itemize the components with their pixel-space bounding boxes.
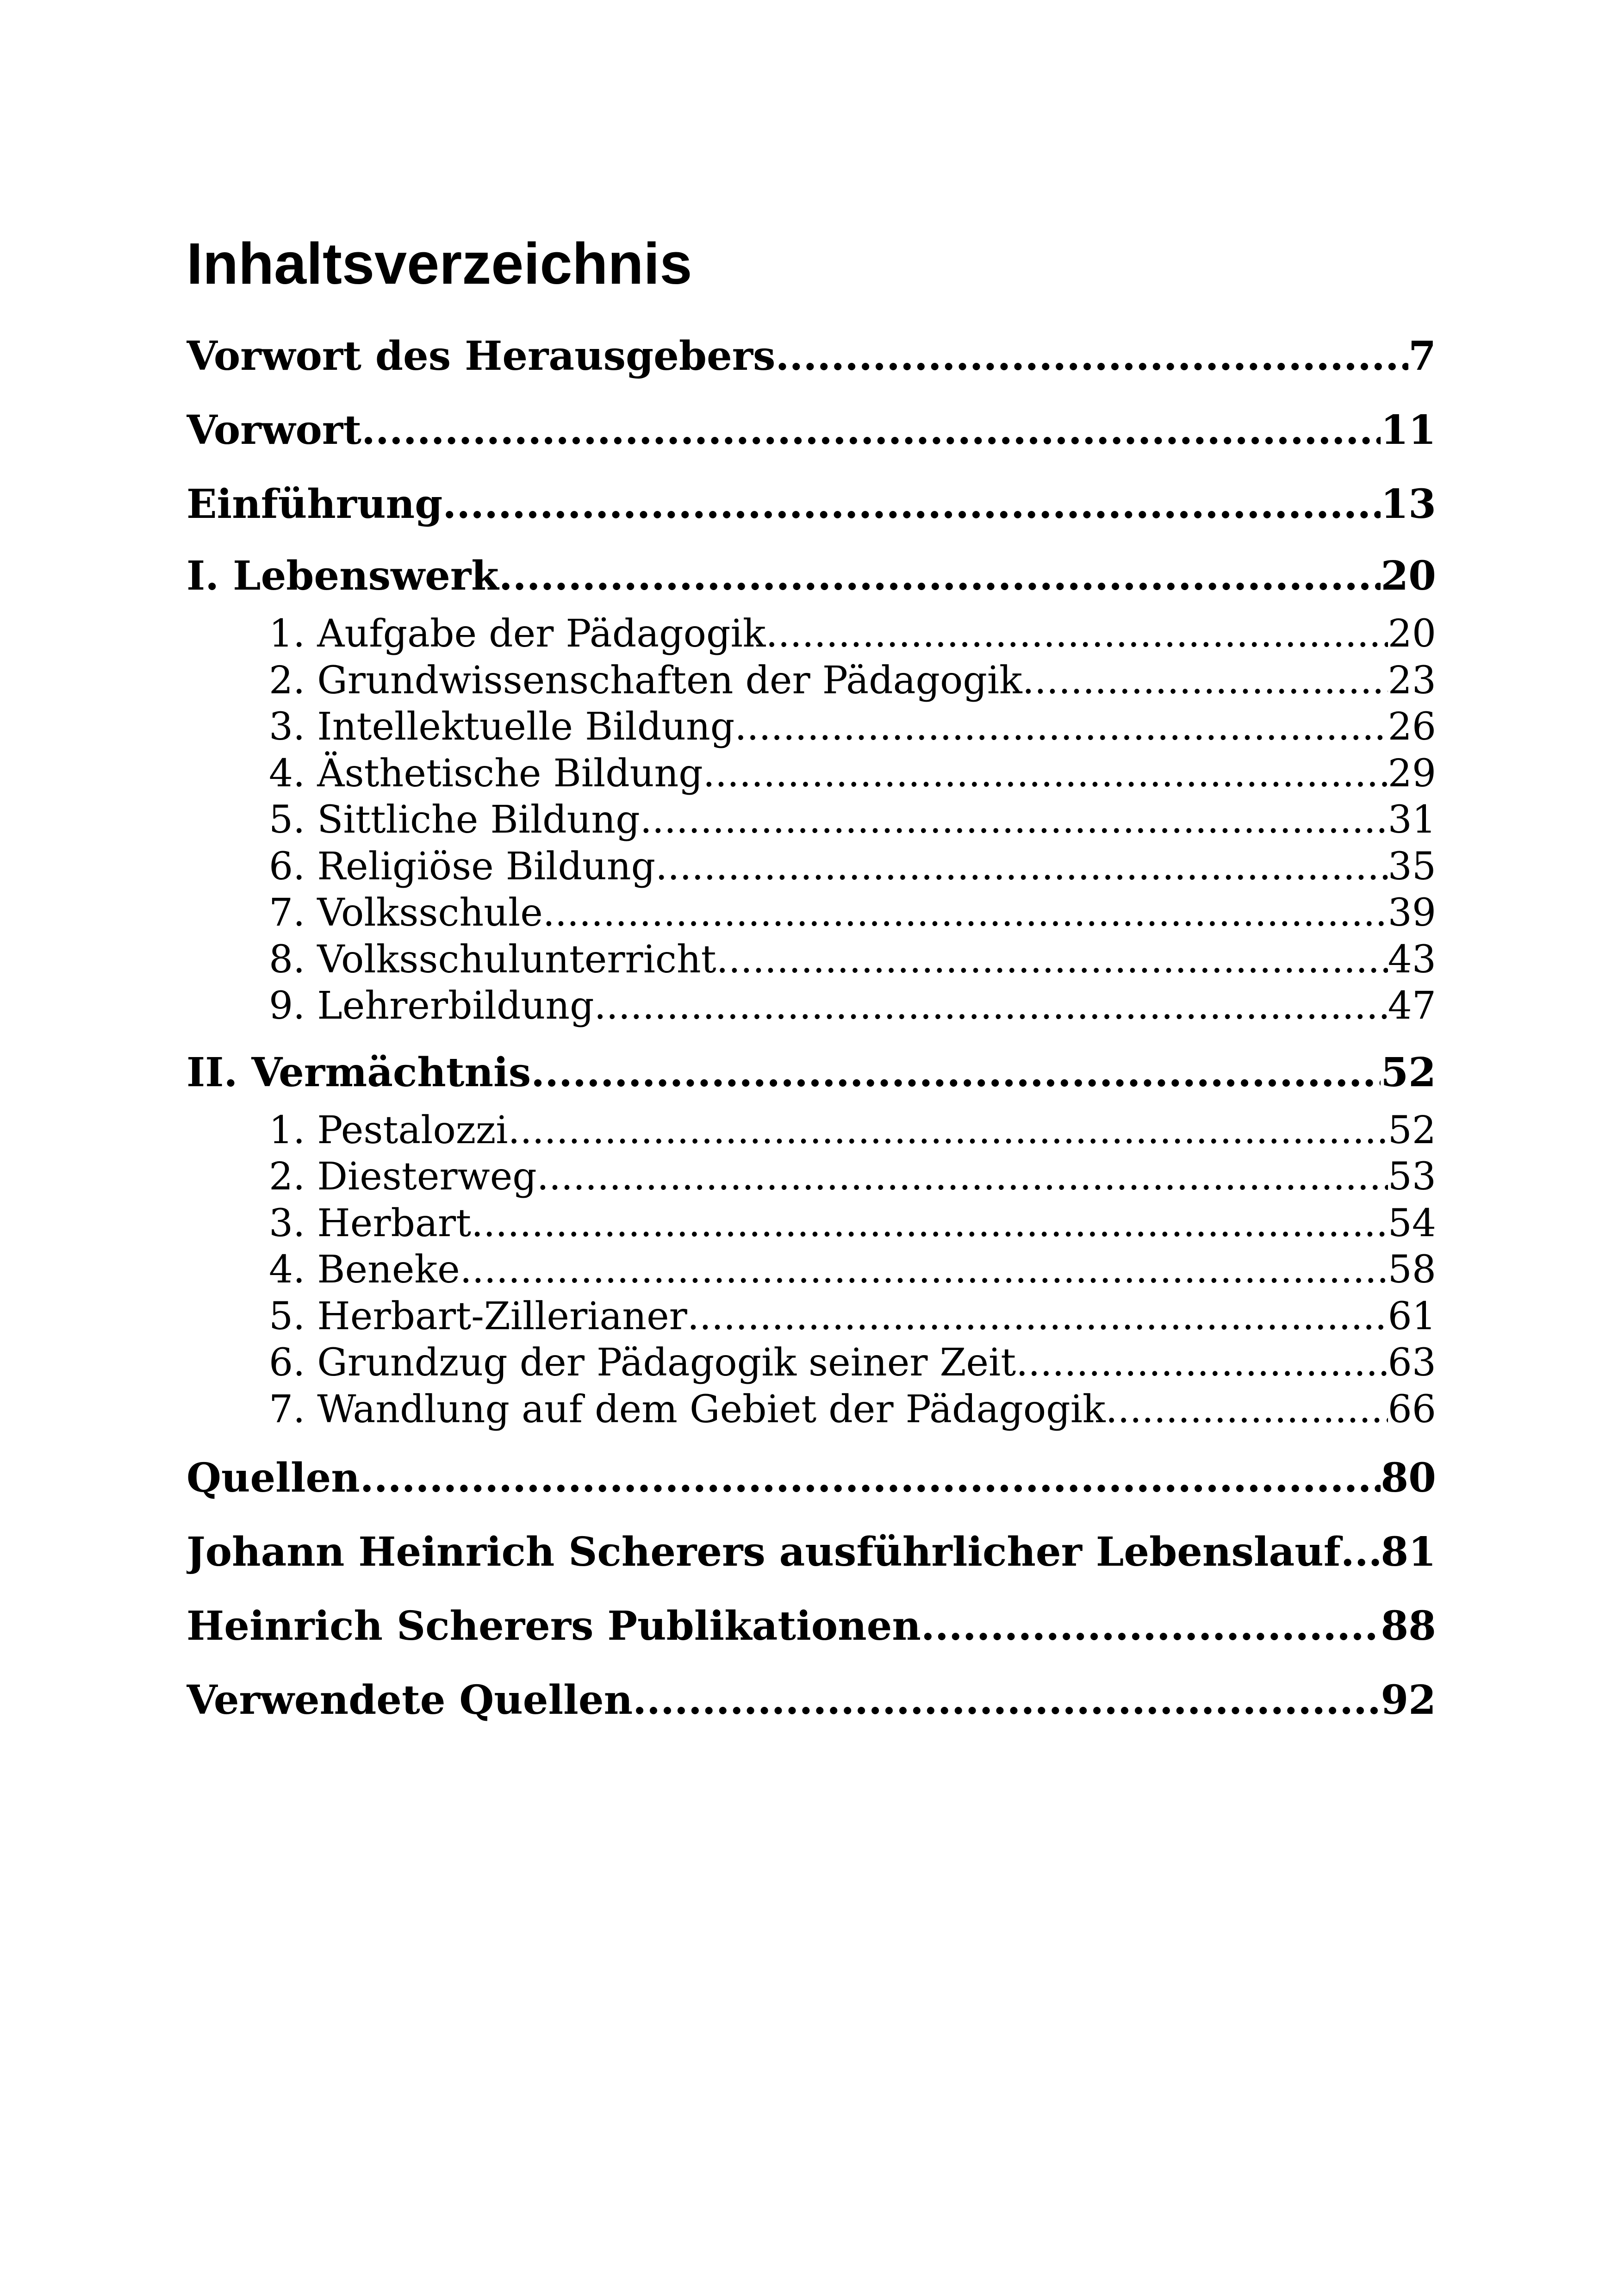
toc-subentry: [187, 890, 1436, 937]
toc-page-number: 7: [1408, 333, 1436, 380]
toc-subentry: [187, 704, 1436, 751]
dot-leader: [471, 1201, 1388, 1247]
toc-entry-label: 8. Volksschulunterricht: [269, 937, 716, 982]
toc-entry-label: Einführung: [187, 481, 443, 528]
toc-title: Inhaltsverzeichnis: [187, 231, 692, 296]
toc-entry-label: Vorwort: [187, 407, 361, 454]
toc-page-number: 47: [1388, 984, 1436, 1028]
toc-page-number: 81: [1381, 1529, 1436, 1575]
dot-leader: [594, 983, 1388, 1030]
toc-page-number: 63: [1388, 1341, 1436, 1385]
toc-entry-vorwort-des-herausgebers: [187, 319, 1436, 393]
dot-leader: [1341, 1515, 1381, 1589]
toc-page-number: 52: [1388, 1108, 1436, 1152]
dot-leader: [1106, 1387, 1388, 1433]
dot-leader: [360, 1441, 1381, 1515]
toc-page-number: 58: [1388, 1248, 1436, 1292]
toc-page-number: 31: [1388, 798, 1436, 842]
toc-subentry: [187, 844, 1436, 890]
dot-leader: [734, 704, 1388, 751]
toc-page-number: 11: [1381, 407, 1436, 454]
dot-leader: [508, 1108, 1388, 1154]
toc-entry-label: 7. Volksschule: [269, 891, 543, 935]
dot-leader: [716, 937, 1388, 983]
toc-entry-verwendete-quellen: [187, 1663, 1436, 1737]
dot-leader: [655, 844, 1388, 890]
toc-page-number: 53: [1388, 1155, 1436, 1199]
toc-subentry: [187, 1247, 1436, 1294]
toc-page-number: 61: [1388, 1294, 1436, 1338]
toc-entry-label: 1. Pestalozzi: [269, 1108, 508, 1152]
toc-entry-lebenslauf: [187, 1515, 1436, 1589]
toc-page-number: 80: [1381, 1455, 1436, 1501]
toc-entry-label: 5. Herbart-Zillerianer: [269, 1294, 687, 1338]
toc-entry-label: 3. Intellektuelle Bildung: [269, 705, 735, 749]
toc-subentry: [187, 937, 1436, 983]
toc-page-number: 29: [1388, 751, 1436, 796]
toc-entry-label: Verwendete Quellen: [187, 1677, 633, 1724]
dot-leader: [775, 319, 1408, 393]
dot-leader: [703, 751, 1388, 797]
toc-entry-label: 7. Wandlung auf dem Gebiet der Pädagogik: [269, 1387, 1106, 1431]
toc-page-number: 39: [1388, 891, 1436, 935]
toc-page-number: 35: [1388, 844, 1436, 889]
dot-leader: [640, 797, 1388, 844]
toc-page-number: 88: [1381, 1603, 1436, 1649]
dot-leader: [442, 467, 1381, 541]
dot-leader: [543, 890, 1388, 937]
toc-entry-label: 2. Grundwissenschaften der Pädagogik: [269, 658, 1022, 703]
toc-entry-label: 6. Grundzug der Pädagogik seiner Zeit: [269, 1341, 1016, 1385]
toc-subentry: [187, 983, 1436, 1030]
toc-subentry: [187, 751, 1436, 797]
toc-entry-einfuehrung: [187, 467, 1436, 541]
dot-leader: [765, 611, 1388, 658]
toc-entry-vorwort: [187, 393, 1436, 467]
toc-subentry: [187, 1387, 1436, 1433]
toc-subentry: [187, 1201, 1436, 1247]
toc-subentry: [187, 611, 1436, 658]
toc-subentry: [187, 1294, 1436, 1340]
dot-leader: [687, 1294, 1388, 1340]
toc-subentry: [187, 797, 1436, 844]
toc-entry-vermaechtnis: [187, 1038, 1436, 1108]
toc-entry-label: Johann Heinrich Scherers ausführlicher Lebenslauf: [187, 1529, 1341, 1575]
toc-page-number: 54: [1388, 1201, 1436, 1245]
toc-page-number: 92: [1381, 1677, 1436, 1724]
dot-leader: [1016, 1340, 1388, 1387]
dot-leader: [633, 1663, 1381, 1737]
toc-entry-label: Vorwort des Herausgebers: [187, 333, 776, 380]
dot-leader: [361, 393, 1381, 467]
toc-page-number: 26: [1388, 705, 1436, 749]
toc-subentry: [187, 1154, 1436, 1201]
toc-entry-label: 5. Sittliche Bildung: [269, 798, 640, 842]
toc-entry-label: 9. Lehrerbildung: [269, 984, 594, 1028]
toc-entry-label: 1. Aufgabe der Pädagogik: [269, 612, 766, 656]
toc-subentry: [187, 1108, 1436, 1154]
toc-entry-label: Quellen: [187, 1455, 360, 1501]
dot-leader: [531, 1038, 1381, 1108]
toc-entry-label: 4. Ästhetische Bildung: [269, 751, 703, 796]
toc-page-number: 13: [1381, 481, 1436, 528]
toc-page-number: 43: [1388, 937, 1436, 982]
toc-subentry: [187, 1340, 1436, 1387]
toc-page-number: 20: [1381, 553, 1436, 599]
dot-leader: [1022, 658, 1388, 704]
toc-entry-lebenswerk: [187, 541, 1436, 611]
toc-page-number: 20: [1388, 612, 1436, 656]
toc-entry-label: 4. Beneke: [269, 1248, 460, 1292]
toc-subentry: [187, 658, 1436, 704]
dot-leader: [921, 1589, 1381, 1663]
toc-entry-quellen: [187, 1441, 1436, 1515]
toc-page-number: 66: [1388, 1387, 1436, 1431]
toc-entry-label: 2. Diesterweg: [269, 1155, 537, 1199]
toc-entry-label: Heinrich Scherers Publikationen: [187, 1603, 921, 1649]
toc-entry-label: I. Lebenswerk: [187, 553, 499, 599]
dot-leader: [460, 1247, 1388, 1294]
toc-page-number: 23: [1388, 658, 1436, 703]
dot-leader: [537, 1154, 1388, 1201]
toc-list: [187, 319, 1436, 1737]
dot-leader: [499, 541, 1381, 611]
toc-page-number: 52: [1381, 1049, 1436, 1096]
toc-entry-label: II. Vermächtnis: [187, 1049, 531, 1096]
toc-entry-label: 3. Herbart: [269, 1201, 472, 1245]
toc-entry-publikationen: [187, 1589, 1436, 1663]
toc-entry-label: 6. Religiöse Bildung: [269, 844, 656, 889]
